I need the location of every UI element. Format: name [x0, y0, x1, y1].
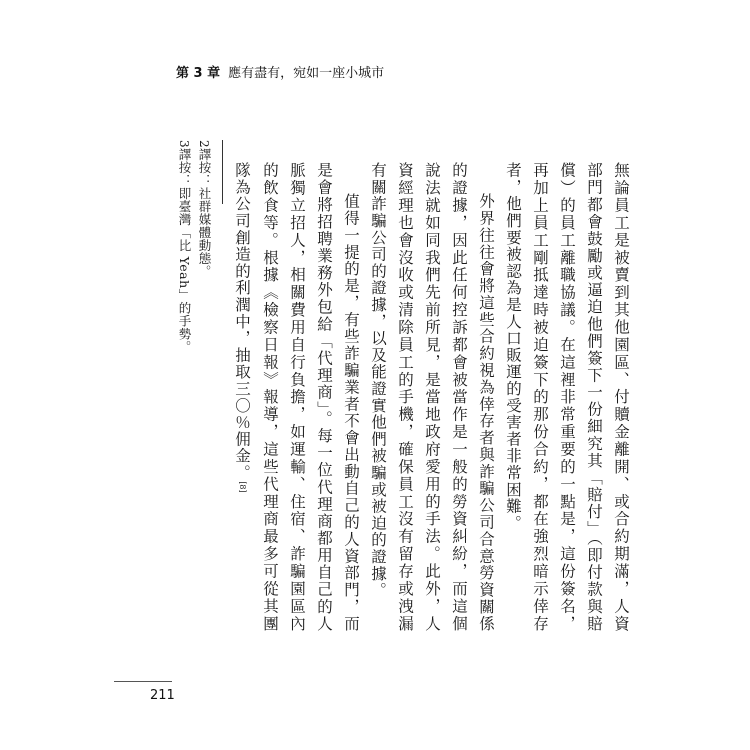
footnote-2	[194, 140, 214, 410]
running-header	[176, 62, 384, 81]
chapter-label: 第 3 章	[176, 66, 221, 81]
footnotes	[174, 140, 214, 410]
footnote-3	[174, 140, 194, 410]
page-number: 211	[150, 688, 175, 703]
footnote-number: 2	[197, 140, 211, 149]
paragraph-3	[228, 162, 364, 632]
footnote-divider	[222, 140, 223, 204]
footnote-number: 3	[177, 140, 191, 149]
reference-marker: [8]	[238, 481, 247, 493]
paragraph-1: 無論員工是被賣到其他園區、付贖金離開、或合約期滿，人資部門都會鼓勵或逼迫他們簽下一份細究其「賠付」（即付款與賠償）的員工離職協議。在這裡非常重要的一點是，這份簽名，再加上員工剛抵達時被迫簽下的那份合約，都在強烈暗示倖存者，他們要被認為是人口販運的受害者非常困難。	[504, 162, 630, 632]
page-number-rule	[114, 681, 172, 682]
footnote-text: 譯按：社群媒體動態。	[197, 148, 212, 279]
body-text	[228, 162, 634, 632]
paragraph-2: 外界往往會將這些合約視為倖存者與詐騙公司合意勞資關係的證據，因此任何控訴都會被當作是一般的勞資糾紛，而這個說法就如同我們先前所見，是當地政府愛用的手法。此外，人資經理也會沒收或清除員工的手機，確保員工沒有留存或洩漏有關詐騙公司的證據，以及能證實他們被騙或被迫的證據。	[369, 162, 495, 632]
paragraph-3-text: 值得一提的是，有些詐騙業者不會出動自己的人資部門，而是會將招聘業務外包給「代理商」。每一位代理商都用自己的人脈獨立招人，相關費用自行負擔，如運輸、住宿、詐騙園區內的飲食等。根據《檢察日報》報導，這些代理商最多可從其團隊為公司創造的利潤中，抽取三〇％佣金。	[233, 162, 360, 632]
chapter-title: 應有盡有，宛如一座小城市	[228, 66, 385, 81]
footnote-text: 譯按：即臺灣「比 Yeah」的手勢。	[177, 148, 192, 354]
